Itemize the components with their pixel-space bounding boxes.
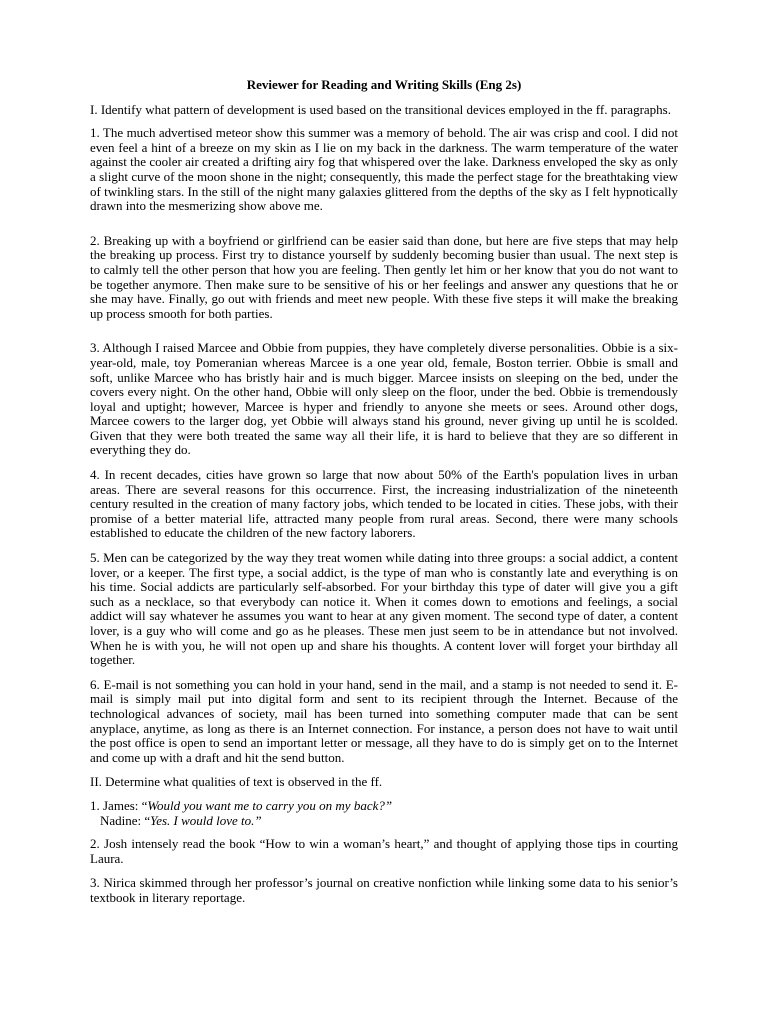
paragraph-4: 4. In recent decades, cities have grown so large that now about 50% of the Earth's population lives in urban areas. There are several reasons for this occurrence. First, the increasing industrialization of the nineteenth century resulted in the creation of many factory jobs, which tended to be located in cities. These jobs, with their promise of a better material life, attracted many people from rural areas. Second, there were many schools established to educate the children of the new factory laborers. [90,467,678,541]
paragraph-5: 5. Men can be categorized by the way they treat women while dating into three groups: a social addict, a content lover, or a keeper. The first type, a social addict, is the type of man who is constantly late and everything is on his time. Social addicts are particularly self-absorbed. For your birthday this type of dater will give you a gift such as a necklace, so that everybody can notice it. When it comes down to emotions and feelings, a social addict will say whatever he assumes you want to hear at any given moment. The second type of dater, a content lover, is a guy who will come and go as he pleases. These men just seem to be in attendance but not involved. When he is with you, he will not open up and share his thoughts. A content lover will forget your birthday all together. [90,550,678,668]
section-1-heading: I. Identify what pattern of development is used based on the transitional devices employed in the ff. paragraphs. [90,101,671,117]
dialog-line-nadine [90,814,678,829]
section-2-heading: II. Determine what qualities of text is observed in the ff. [90,774,383,790]
item-2: 2. Josh intensely read the book “How to win a woman’s heart,” and thought of applying those tips in courting Laura. [90,836,678,866]
paragraph-6: 6. E-mail is not something you can hold in your hand, send in the mail, and a stamp is not needed to send it. E-mail is simply mail put into digital form and sent to its recipient through the Internet. Because of the technological advances of society, mail has been turned into something computer made that can be sent anyplace, anytime, as long as there is an Internet connection. For instance, a person does not have to wait until the post office is open to send an important letter or message, all they have to do is simply get on to the Internet and come up with a draft and hit the send button. [90,676,678,765]
item-3: 3. Nirica skimmed through her professor’s journal on creative nonfiction while linking some data to his senior’s textbook in literary reportage. [90,875,678,905]
dialog-line-james [90,799,678,814]
dialog-speaker-nadine: Nadine: “ [100,812,151,828]
paragraph-1: 1. The much advertised meteor show this summer was a memory of behold. The air was crisp and cool. I did not even feel a hint of a breeze on my skin as I lie on my back in the darkness. The warm temperature of the water against the cooler air created a drifting airy fog that whispered over the lake. Darkness enveloped the sky as only a slight curve of the moon shone in the night; consequently, this made the perfect stage for the breathtaking view of twinkling stars. In the still of the night many galaxies glittered from the depths of the sky as I felt hypnotically drawn into the mesmerizing show above me. [90,125,678,214]
paragraph-3: 3. Although I raised Marcee and Obbie from puppies, they have completely diverse personalities. Obbie is a six-year-old, male, toy Pomeranian whereas Marcee is a one year old, female, Boston terrier. Obbie is small and soft, unlike Marcee who has bristly hair and is much bigger. Marcee insists on sleeping on the bed, under the covers every night. On the other hand, Obbie will only sleep on the floor, under the bed. Obbie is tremendously loyal and uptight; however, Marcee is hyper and friendly to anyone she meets or sees. Around other dogs, Marcee cowers to the larger dog, yet Obbie will always stand his ground, never giving up until he is scolded. Given that they were both treated the same way all their life, it is hard to believe that they are so different in everything they do. [90,340,678,458]
dialog-item [90,799,678,828]
dialog-quote-james: Would you want me to carry you on my back?” [147,797,393,813]
document-title: Reviewer for Reading and Writing Skills (Eng 2s) [246,77,522,92]
dialog-speaker-james: 1. James: “ [90,797,148,813]
paragraph-2: 2. Breaking up with a boyfriend or girlfriend can be easier said than done, but here are five steps that may help the breaking up process. First try to distance yourself by suddenly becoming busier than usual. The next step is to calmly tell the other person that how you are feeling. Then gently let him or her know that you do not want to be together anymore. Then make sure to be sensitive of his or her feelings and answer any questions that he or she may have. Finally, go out with friends and meet new people. With these five steps it will make the breaking up process smooth for both parties. [90,232,678,321]
dialog-quote-nadine: Yes. I would love to.” [150,812,262,828]
